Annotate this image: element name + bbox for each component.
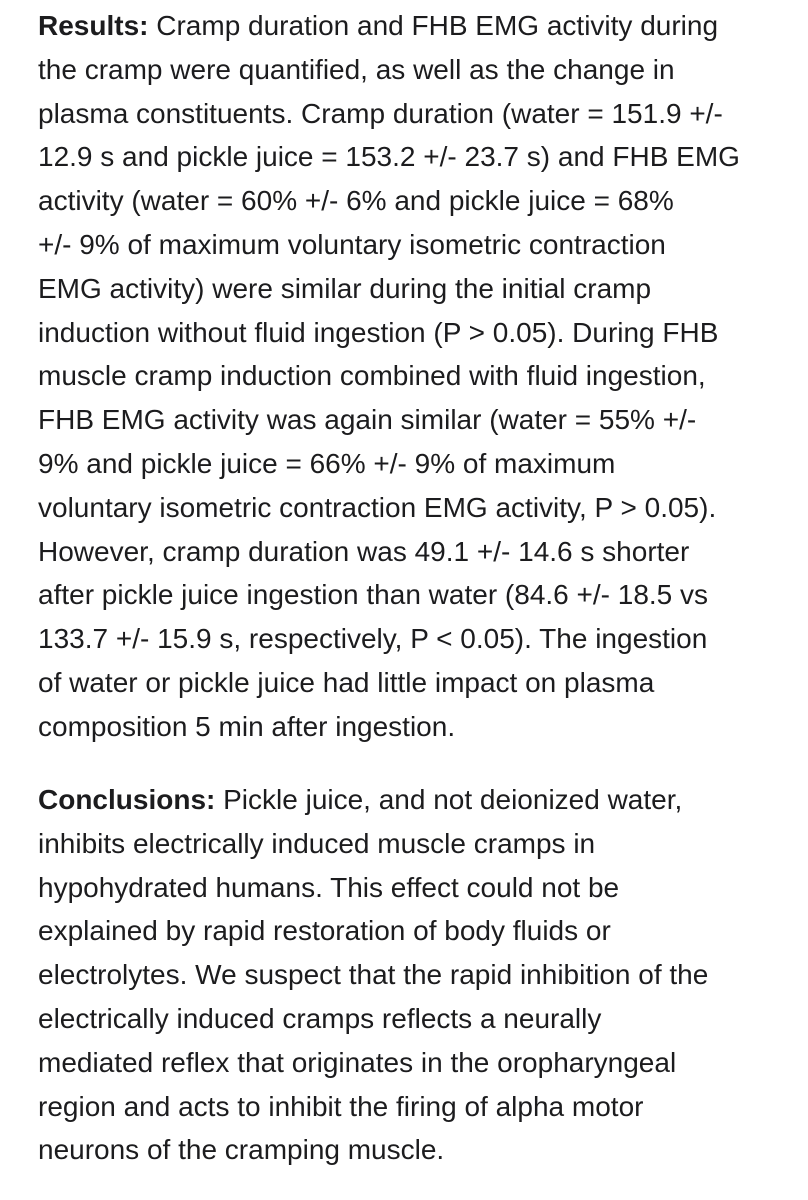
conclusions-line: electrolytes. We suspect that the rapid inhibition of the	[38, 959, 709, 991]
results-line: EMG activity) were similar during the initial cramp	[38, 272, 652, 304]
conclusions-label: Conclusions:	[38, 784, 216, 815]
conclusions-line: region and acts to inhibit the firing of alpha motor	[38, 1090, 644, 1122]
results-line: +/- 9% of maximum voluntary isometric contraction	[38, 228, 666, 260]
results-paragraph	[38, 4, 798, 749]
results-line	[38, 4, 798, 48]
results-line: voluntary isometric contraction EMG activity, P > 0.05).	[38, 491, 717, 523]
results-line: after pickle juice ingestion than water (84.6 +/- 18.5 vs	[38, 579, 709, 611]
results-line: muscle cramp induction combined with fluid ingestion,	[38, 360, 706, 392]
conclusions-paragraph	[38, 778, 798, 1172]
conclusions-line: electrically induced cramps reflects a neurally	[38, 1002, 602, 1034]
conclusions-line: hypohydrated humans. This effect could not be	[38, 871, 620, 903]
conclusions-line: neurons of the cramping muscle.	[38, 1134, 445, 1166]
results-line: However, cramp duration was 49.1 +/- 14.6 s shorter	[38, 535, 690, 567]
results-line: 12.9 s and pickle juice = 153.2 +/- 23.7 s) and FHB EMG	[38, 141, 740, 173]
conclusions-line: explained by rapid restoration of body fluids or	[38, 915, 611, 947]
results-line: the cramp were quantified, as well as the change in	[38, 53, 675, 85]
conclusions-line: mediated reflex that originates in the oropharyngeal	[38, 1046, 677, 1078]
results-line-text: Cramp duration and FHB EMG activity during	[148, 10, 719, 41]
conclusions-line-text: Pickle juice, and not deionized water,	[215, 784, 683, 815]
results-line: composition 5 min after ingestion.	[38, 710, 456, 742]
conclusions-line: inhibits electrically induced muscle cramps in	[38, 827, 596, 859]
results-line: activity (water = 60% +/- 6% and pickle juice = 68%	[38, 185, 674, 217]
results-line: of water or pickle juice had little impact on plasma	[38, 666, 655, 698]
results-label: Results:	[38, 10, 149, 41]
results-line: induction without fluid ingestion (P > 0.05). During FHB	[38, 316, 719, 348]
conclusions-line	[38, 778, 798, 822]
results-line: plasma constituents. Cramp duration (water = 151.9 +/-	[38, 97, 723, 129]
results-line: FHB EMG activity was again similar (water = 55% +/-	[38, 404, 697, 436]
results-line: 133.7 +/- 15.9 s, respectively, P < 0.05). The ingestion	[38, 623, 708, 655]
results-line: 9% and pickle juice = 66% +/- 9% of maximum	[38, 447, 616, 479]
